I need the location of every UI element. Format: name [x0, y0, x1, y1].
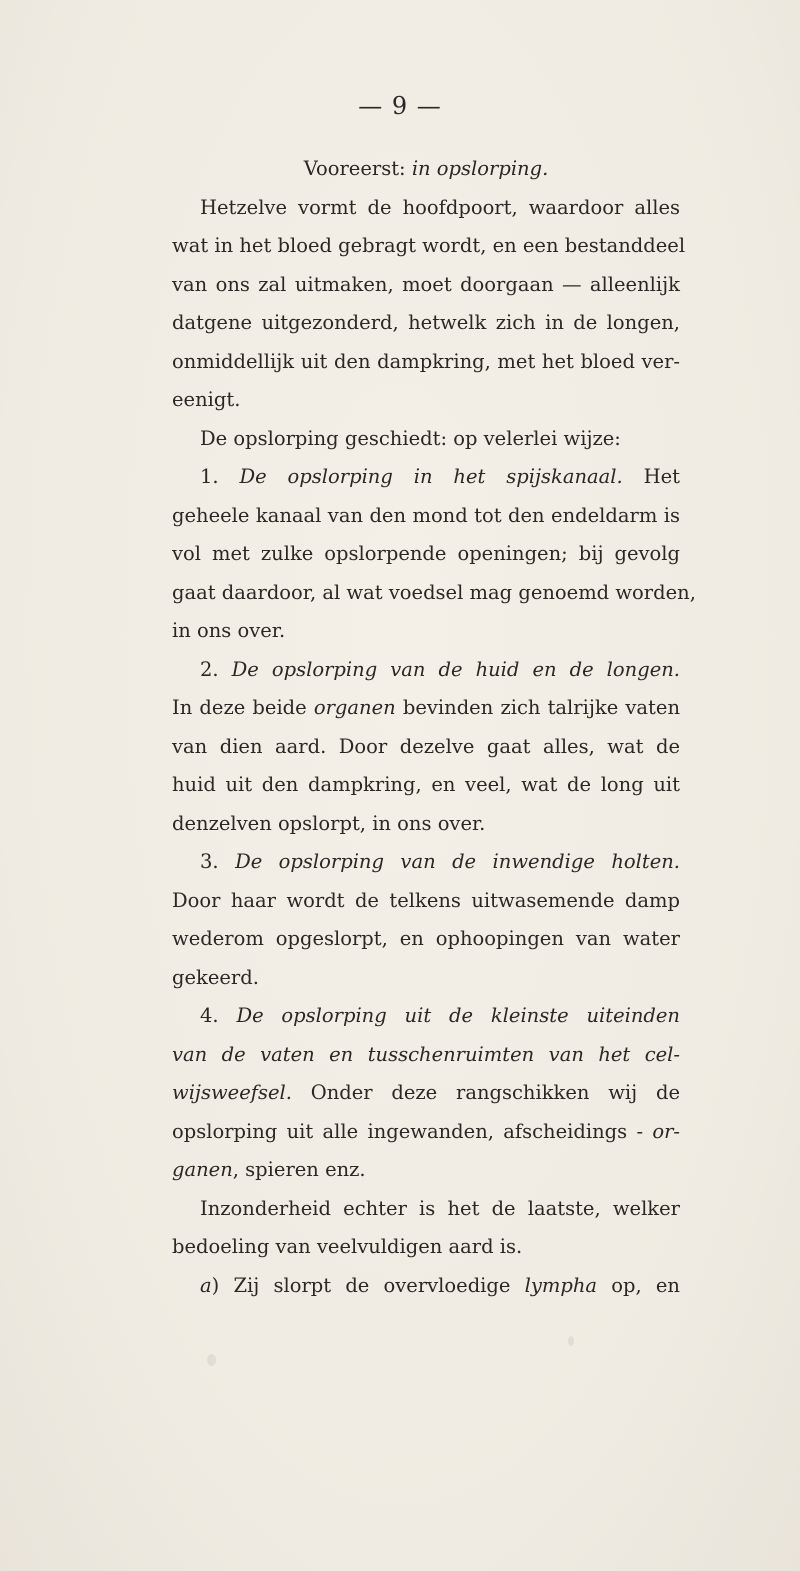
text-line — [172, 304, 680, 343]
text-line — [172, 150, 680, 189]
text-run: in ons over. — [172, 619, 286, 642]
text-run: 1. — [200, 465, 240, 488]
text-line — [172, 420, 680, 459]
text-run: Vooreerst: — [303, 157, 412, 180]
text-run: van dien aard. Door dezelve gaat alles, wat de — [172, 734, 680, 758]
text-run: bedoeling van veelvuldigen aard is. — [172, 1235, 523, 1258]
text-run: van ons zal uitmaken, moet doorgaan — alleenlijk — [172, 272, 680, 296]
text-line — [172, 266, 680, 305]
body-text — [172, 150, 696, 1305]
text-run: De opslorping geschiedt: op velerlei wijze: — [200, 426, 621, 450]
italic-text: De opslorping uit de kleinste uiteinden — [236, 1004, 680, 1027]
text-run: Door haar wordt de telkens uitwasemende damp — [172, 888, 680, 912]
text-line — [172, 458, 680, 497]
italic-text: a — [200, 1273, 212, 1297]
text-run: In deze beide — [172, 696, 314, 719]
text-run: bevinden zich talrijke vaten — [395, 696, 680, 719]
text-run: Hetzelve vormt de hoofdpoort, waardoor alles — [200, 195, 680, 219]
text-run: wederom opgeslorpt, en ophoopingen van water — [172, 927, 680, 950]
text-line — [172, 574, 696, 613]
text-line — [172, 1074, 680, 1113]
italic-text: lympha — [524, 1273, 598, 1297]
paper-spot — [207, 1354, 216, 1366]
text-line — [172, 959, 680, 998]
text-line — [172, 1113, 680, 1152]
text-line — [172, 189, 680, 228]
text-line — [172, 766, 680, 805]
text-line — [172, 805, 680, 844]
italic-text: organen — [313, 696, 396, 719]
text-line — [172, 227, 686, 266]
text-line — [172, 651, 680, 690]
text-run: wat in het bloed gebragt wordt, en een bestanddeel — [172, 234, 686, 257]
text-run: opslorping uit alle ingewanden, afscheidings - — [172, 1119, 653, 1143]
text-line — [172, 612, 680, 651]
text-line — [172, 1151, 680, 1190]
text-line — [172, 920, 680, 959]
italic-text: in opslorping. — [411, 157, 549, 180]
italic-text: van de vaten en tusschenruimten van het cel- — [172, 1042, 680, 1066]
paper-spot — [568, 1336, 574, 1346]
text-line — [172, 882, 680, 921]
text-line — [172, 689, 680, 728]
text-run: denzelven opslorpt, in ons over. — [172, 811, 486, 835]
text-line — [172, 1228, 680, 1267]
text-run: 4. — [200, 1004, 237, 1027]
text-run: gaat daardoor, al wat voedsel mag genoemd worden, — [172, 580, 696, 604]
text-run: vol met zulke opslorpende openingen; bij gevolg — [172, 542, 680, 565]
text-run: op, en — [597, 1273, 680, 1297]
text-run: , spieren enz. — [232, 1158, 366, 1181]
text-line — [172, 1036, 680, 1075]
text-run: gekeerd. — [172, 965, 259, 989]
text-line — [172, 497, 680, 536]
text-run: onmiddellijk uit den dampkring, met het bloed ver- — [172, 349, 680, 373]
text-run: eenigt. — [172, 388, 241, 411]
italic-text: wijsweefsel. — [172, 1081, 292, 1104]
text-line — [172, 343, 680, 382]
text-line — [172, 843, 680, 882]
text-run: geheele kanaal van den mond tot den endeldarm is — [172, 503, 680, 527]
text-line — [172, 1267, 680, 1306]
text-run: 2. — [200, 657, 232, 681]
italic-text: De opslorping van de huid en de longen. — [231, 657, 680, 681]
text-run: 3. — [200, 850, 236, 873]
text-line — [172, 728, 680, 767]
italic-text: De opslorping in het spijskanaal. — [239, 465, 623, 488]
page-number: — 9 — — [358, 92, 442, 120]
text-line — [172, 535, 680, 574]
text-run: Het — [622, 465, 680, 488]
italic-text: ganen — [172, 1158, 233, 1181]
text-run: huid uit den dampkring, en veel, wat de long uit — [172, 773, 680, 796]
italic-text: De opslorping van de inwendige holten. — [235, 850, 680, 873]
text-run: ) Zij slorpt de overvloedige — [211, 1273, 525, 1297]
text-line — [172, 997, 680, 1036]
text-line — [172, 1190, 680, 1229]
italic-text: or- — [652, 1119, 680, 1143]
text-run: datgene uitgezonderd, hetwelk zich in de longen, — [172, 311, 680, 334]
text-line — [172, 381, 680, 420]
text-run: Onder deze rangschikken wij de — [291, 1081, 680, 1104]
text-run: Inzonderheid echter is het de laatste, welker — [200, 1196, 680, 1220]
